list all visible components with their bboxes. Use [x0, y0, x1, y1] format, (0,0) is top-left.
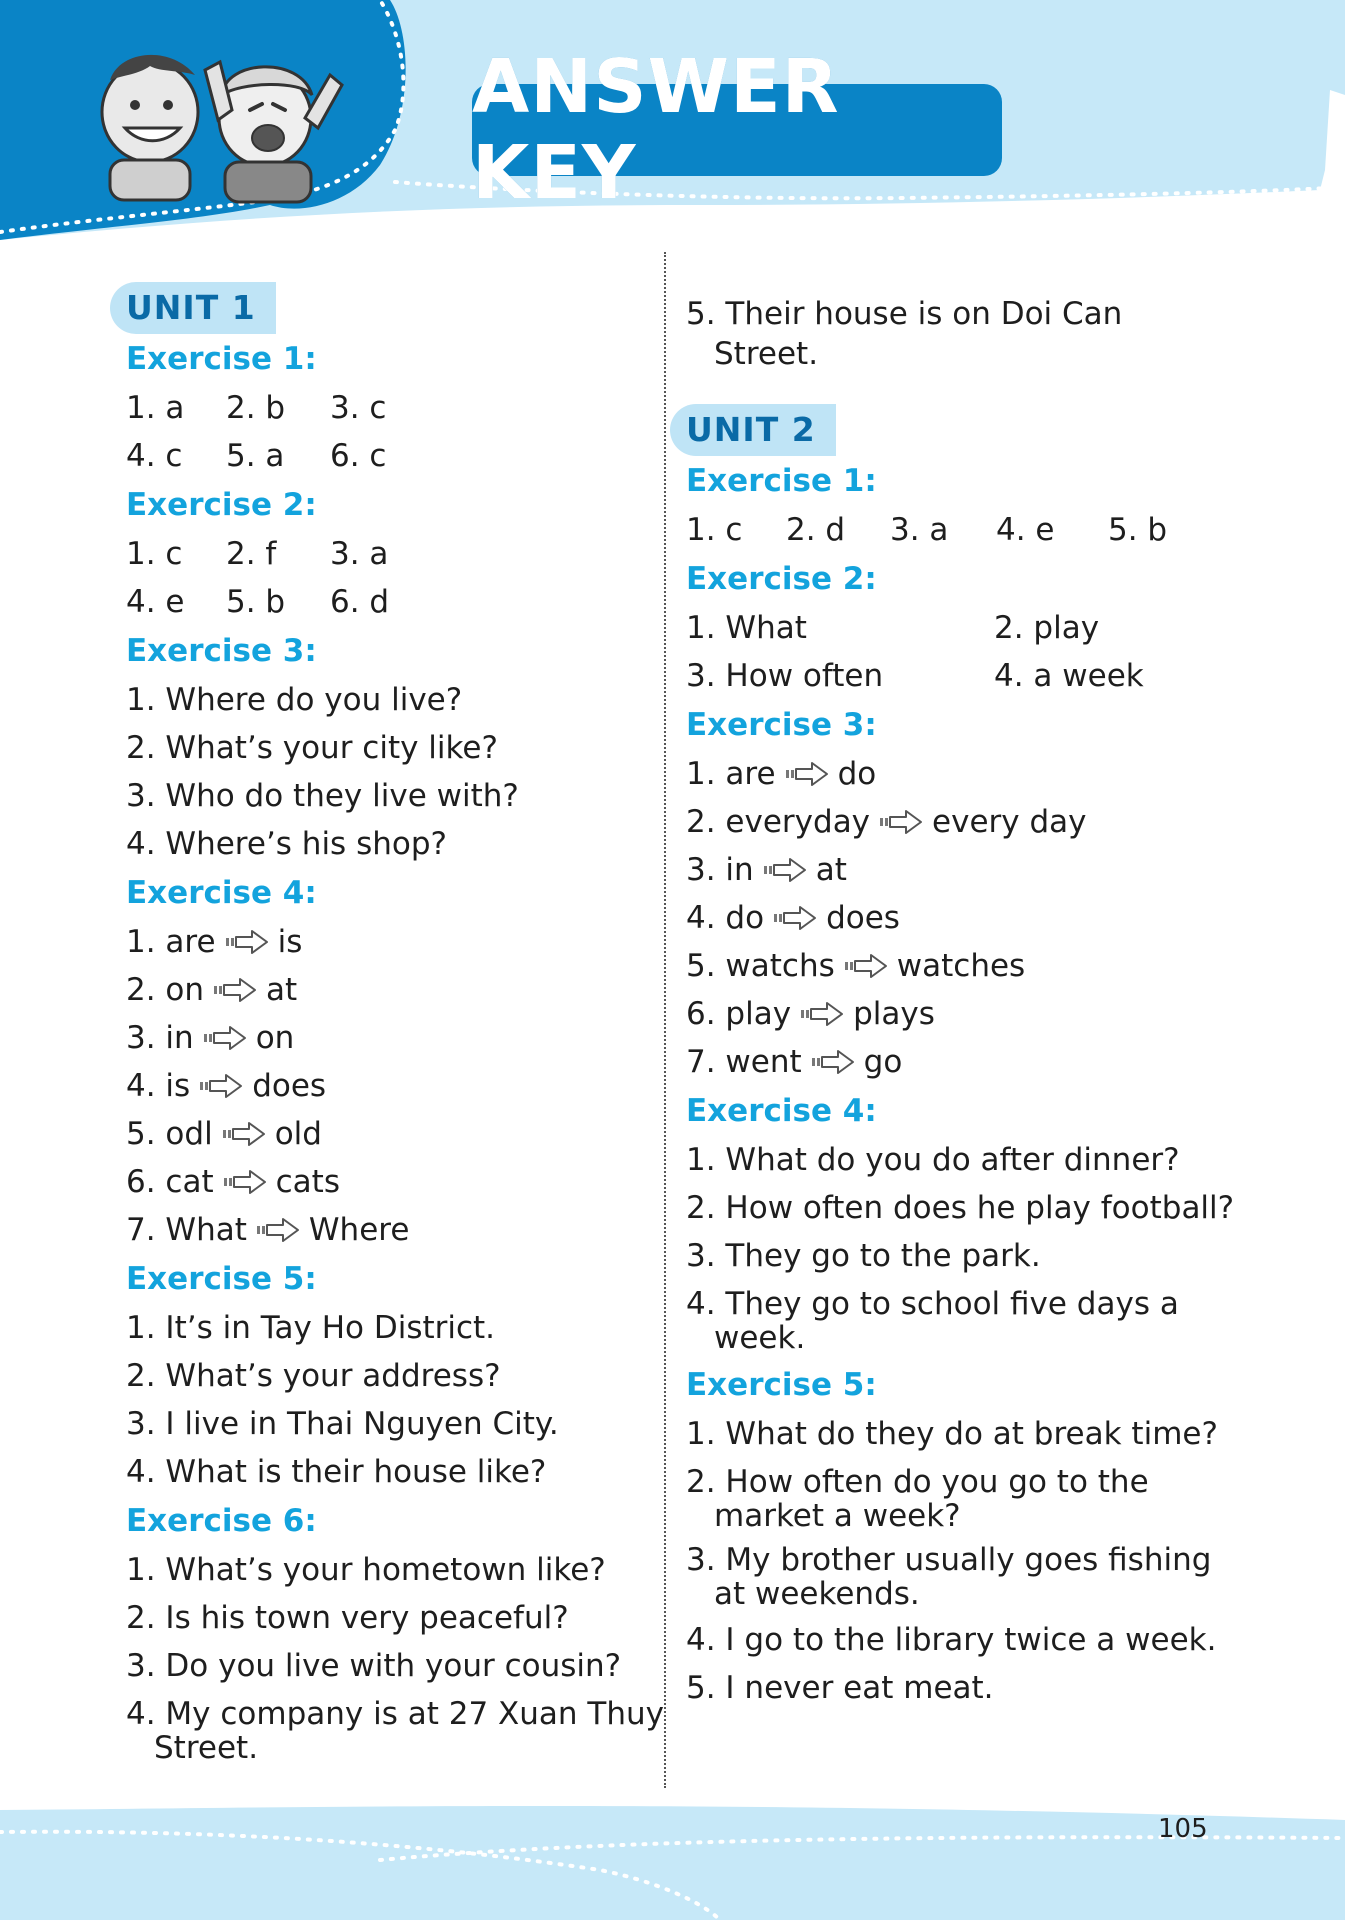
pointing-arrow-icon: [784, 761, 830, 787]
unit2-exercise-1-title: Exercise 1:: [686, 463, 877, 499]
answer-line: 1. It’s in Tay Ho District.: [126, 1310, 496, 1346]
left-column: [126, 282, 664, 1770]
answer-line: 1. Where do you live?: [126, 682, 463, 718]
answer-line: 4. Where’s his shop?: [126, 826, 447, 862]
pointing-arrow-icon: [799, 1001, 845, 1027]
spacer: [686, 376, 1226, 404]
correct-word: Where: [308, 1212, 410, 1248]
unit2-exercise-2-row: [686, 652, 1226, 700]
correction-line: [686, 990, 1226, 1038]
unit1-exercise-2-title: Exercise 2:: [126, 487, 317, 523]
answer: 1. What: [686, 610, 807, 646]
wrong-word: 4. is: [126, 1068, 191, 1104]
footer-background: [0, 1780, 1345, 1920]
answer: 5. b: [1108, 512, 1168, 548]
pointing-arrow-icon: [212, 977, 258, 1003]
correction-line: [126, 1014, 646, 1062]
answer-line: 4. My company is at 27 Xuan Thuy: [126, 1696, 664, 1732]
answer: 3. a: [330, 536, 389, 572]
pointing-arrow-icon: [810, 1049, 856, 1075]
answer-line-continued: at weekends.: [714, 1576, 920, 1612]
answer: 2. b: [226, 390, 286, 426]
pointing-arrow-icon: [221, 1121, 267, 1147]
column-divider: [664, 252, 666, 1788]
answer-line: 4. What is their house like?: [126, 1454, 547, 1490]
pointing-arrow-icon: [202, 1025, 248, 1051]
answer: 3. How often: [686, 658, 884, 694]
unit1-exercise-1-row: [126, 384, 646, 432]
pointing-arrow-icon: [222, 1169, 268, 1195]
correction-line: [126, 1062, 646, 1110]
correct-word: is: [277, 924, 303, 960]
correct-word: cats: [275, 1164, 340, 1200]
wrong-word: 2. on: [126, 972, 205, 1008]
unit1-exercise-2-row: [126, 530, 646, 578]
answer-line-continued: Street.: [714, 336, 819, 372]
answer-line: 4. I go to the library twice a week.: [686, 1622, 1217, 1658]
pointing-arrow-icon: [772, 905, 818, 931]
pointing-arrow-icon: [224, 929, 270, 955]
page-footer: [0, 1780, 1345, 1920]
pointing-arrow-icon: [198, 1073, 244, 1099]
unit-2-badge: UNIT 2: [670, 404, 836, 456]
correct-word: at: [815, 852, 847, 888]
answer: 4. a week: [994, 658, 1144, 694]
correct-word: does: [826, 900, 900, 936]
unit1-exercise-1-row: [126, 432, 646, 480]
answer: 1. a: [126, 390, 185, 426]
correction-line: [126, 918, 646, 966]
answer: 2. f: [226, 536, 277, 572]
correction-line: [126, 966, 646, 1014]
answer-line: 3. They go to the park.: [686, 1238, 1041, 1274]
correct-word: every day: [932, 804, 1087, 840]
correction-line: [126, 1158, 646, 1206]
unit2-exercise-3-title: Exercise 3:: [686, 707, 877, 743]
answer: 2. play: [994, 610, 1100, 646]
correction-line: [686, 798, 1226, 846]
answer-line: 4. They go to school five days a: [686, 1286, 1179, 1322]
wrong-word: 5. watchs: [686, 948, 835, 984]
wrong-word: 7. went: [686, 1044, 802, 1080]
correct-word: on: [255, 1020, 295, 1056]
answer: 4. e: [126, 584, 185, 620]
correction-line: [126, 1110, 646, 1158]
correct-word: go: [863, 1044, 903, 1080]
page-header: [0, 0, 1345, 250]
correction-line: [686, 942, 1226, 990]
wrong-word: 1. are: [126, 924, 216, 960]
answer-line: 5. Their house is on Doi Can: [686, 296, 1123, 332]
unit2-exercise-5-title: Exercise 5:: [686, 1367, 877, 1403]
answer-line-continued: week.: [714, 1320, 806, 1356]
right-column: [686, 294, 1235, 1712]
answer-line: 3. Do you live with your cousin?: [126, 1648, 622, 1684]
unit2-exercise-4-title: Exercise 4:: [686, 1093, 877, 1129]
answer: 2. d: [786, 512, 846, 548]
unit1-exercise-4-title: Exercise 4:: [126, 875, 317, 911]
answer: 5. b: [226, 584, 286, 620]
answer: 6. d: [330, 584, 390, 620]
answer-line: 2. What’s your address?: [126, 1358, 501, 1394]
correction-line: [686, 750, 1226, 798]
answer: 1. c: [686, 512, 743, 548]
answer-line: 1. What do they do at break time?: [686, 1416, 1218, 1452]
correct-word: does: [252, 1068, 327, 1104]
answer: 4. c: [126, 438, 183, 474]
answer-line: 3. I live in Thai Nguyen City.: [126, 1406, 559, 1442]
unit1-exercise-3-title: Exercise 3:: [126, 633, 317, 669]
page-number: 105: [1158, 1814, 1208, 1844]
wrong-word: 3. in: [686, 852, 754, 888]
answer-line-continued: Street.: [154, 1730, 259, 1766]
pointing-arrow-icon: [878, 809, 924, 835]
pointing-arrow-icon: [255, 1217, 301, 1243]
answer: 5. a: [226, 438, 285, 474]
correction-line: [686, 894, 1226, 942]
answer-line: 3. My brother usually goes fishing: [686, 1542, 1212, 1578]
correction-line: [686, 1038, 1226, 1086]
answer-line: 2. What’s your city like?: [126, 730, 498, 766]
title-block: [472, 44, 1002, 216]
answer-line: 2. Is his town very peaceful?: [126, 1600, 569, 1636]
wrong-word: 4. do: [686, 900, 765, 936]
unit-1-badge: UNIT 1: [110, 282, 276, 334]
wrong-word: 6. cat: [126, 1164, 214, 1200]
answer-line-continued: market a week?: [714, 1498, 961, 1534]
wrong-word: 6. play: [686, 996, 792, 1032]
answer-line: 5. I never eat meat.: [686, 1670, 994, 1706]
answer-line: 2. How often do you go to the: [686, 1464, 1149, 1500]
unit1-exercise-6-title: Exercise 6:: [126, 1503, 317, 1539]
correction-line: [126, 1206, 646, 1254]
correct-word: do: [837, 756, 877, 792]
page-title: ANSWER KEY: [472, 44, 840, 216]
wrong-word: 7. What: [126, 1212, 247, 1248]
unit1-exercise-5-title: Exercise 5:: [126, 1261, 317, 1297]
answer: 3. c: [330, 390, 387, 426]
correct-word: plays: [853, 996, 935, 1032]
answer: 6. c: [330, 438, 387, 474]
answer: 4. e: [996, 512, 1055, 548]
answer: 3. a: [890, 512, 949, 548]
answer-line: 3. Who do they live with?: [126, 778, 519, 814]
answer-line: 2. How often does he play football?: [686, 1190, 1235, 1226]
wrong-word: 1. are: [686, 756, 776, 792]
unit2-exercise-2-row: [686, 604, 1226, 652]
unit2-exercise-1-row: [686, 506, 1226, 554]
pointing-arrow-icon: [762, 857, 808, 883]
pointing-arrow-icon: [843, 953, 889, 979]
correct-word: old: [274, 1116, 322, 1152]
correct-word: watches: [896, 948, 1026, 984]
answer-line: 1. What’s your hometown like?: [126, 1552, 606, 1588]
answer-line: 1. What do you do after dinner?: [686, 1142, 1180, 1178]
answer: 1. c: [126, 536, 183, 572]
wrong-word: 5. odl: [126, 1116, 213, 1152]
correct-word: at: [266, 972, 298, 1008]
unit1-exercise-2-row: [126, 578, 646, 626]
unit1-exercise-1-title: Exercise 1:: [126, 341, 317, 377]
unit2-exercise-2-title: Exercise 2:: [686, 561, 877, 597]
correction-line: [686, 846, 1226, 894]
wrong-word: 2. everyday: [686, 804, 871, 840]
wrong-word: 3. in: [126, 1020, 194, 1056]
